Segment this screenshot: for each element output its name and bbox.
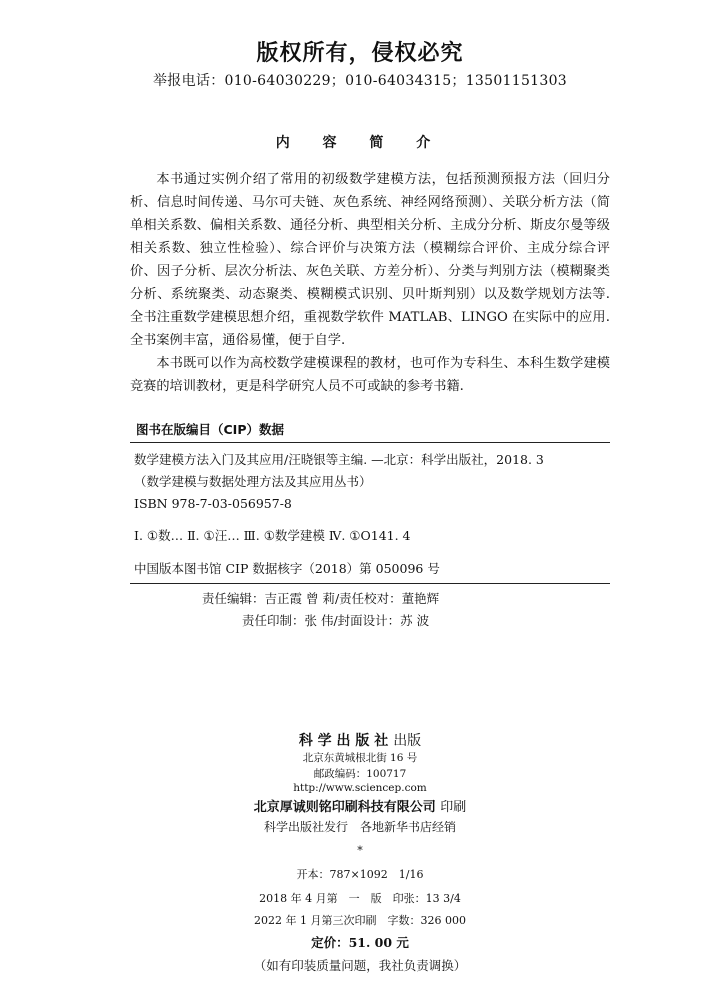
intro-paragraph: 本书通过实例介绍了常用的初级数学建模方法，包括预测预报方法（回归分析、信息时间传递、马尔可夫链、灰色系统、神经网络预测）、关联分析方法（简单相关系数、偏相关系数、通径分析、典型相关分析、主成分分析、斯皮尔曼等级相关系数、独立性检验）、综合评价与决策方法（模糊综合评价、主成分综合评价、因子分析、层次分析法、灰色关联、方差分析）、分类与判别方法（模糊聚类分析、系统聚类、动态聚类、模糊模式识别、贝叶斯判别）以及数学规划方法等. 全书注重数学建模思想介绍，重视数学软件 MATLAB、LINGO 在实际中的应用. 全书案例丰富，通俗易懂，便于自学. [130,172,610,348]
price: 定价：51. 00 元 [311,935,409,950]
printing-info: 2022 年 1 月第三次印刷 字数：326 000 [254,914,466,927]
book-format: 开本：787×1092 1/16 [296,868,424,881]
production-credits: 责任印制：张 伟/封面设计：苏 波 [242,613,430,628]
publisher-address: 北京东黄城根北街 16 号 [302,752,418,764]
separator-asterisk: * [357,844,363,857]
distribution-line: 科学出版社发行 各地新华书店经销 [263,820,456,834]
printer-line [0,796,720,815]
report-hotline: 举报电话：010-64030229；010-64034315；13501151303 [153,73,567,89]
staff-credits [130,588,610,632]
publisher-postcode: 邮政编码：100717 [313,768,407,780]
editor-credits: 责任编辑：吉正霞 曾 莉/责任校对：董艳辉 [202,591,440,606]
intro-heading: 内 容 简 介 [275,135,445,151]
publisher-line [0,730,720,750]
intro-paragraph: 本书既可以作为高校数学建模课程的教材，也可作为专科生、本科生数学建模竞赛的培训教材，更是科学研究人员不可或缺的参考书籍. [130,356,610,394]
cip-classification: Ⅰ. ①数… Ⅱ. ①汪… Ⅲ. ①数学建模 Ⅳ. ①O141. 4 [134,528,411,543]
printer-name: 北京厚诚则铭印刷科技有限公司 [253,800,436,815]
publisher-name: 科 学 出 版 社 [298,733,389,749]
publisher-website: http://www.sciencep.com [293,782,427,794]
cip-isbn: ISBN 978-7-03-056957-8 [134,496,292,511]
cip-series: （数学建模与数据处理方法及其应用丛书） [134,474,372,489]
cip-data-block [130,420,610,632]
printer-suffix: 印刷 [440,800,467,815]
cip-title: 图书在版编目（CIP）数据 [130,420,610,443]
edition-info: 2018 年 4 月第 一 版 印张：13 3/4 [259,892,461,905]
publisher-suffix: 出版 [393,733,422,749]
cip-main-entry: 数学建模方法入门及其应用/汪晓银等主编. —北京：科学出版社，2018. 3 [134,452,544,467]
copyright-notice: 版权所有，侵权必究 [256,41,464,66]
cip-record-number: 中国版本图书馆 CIP 数据核字（2018）第 050096 号 [130,559,610,584]
quality-notice: （如有印装质量问题，我社负责调换） [253,958,467,973]
intro-body [130,168,610,398]
